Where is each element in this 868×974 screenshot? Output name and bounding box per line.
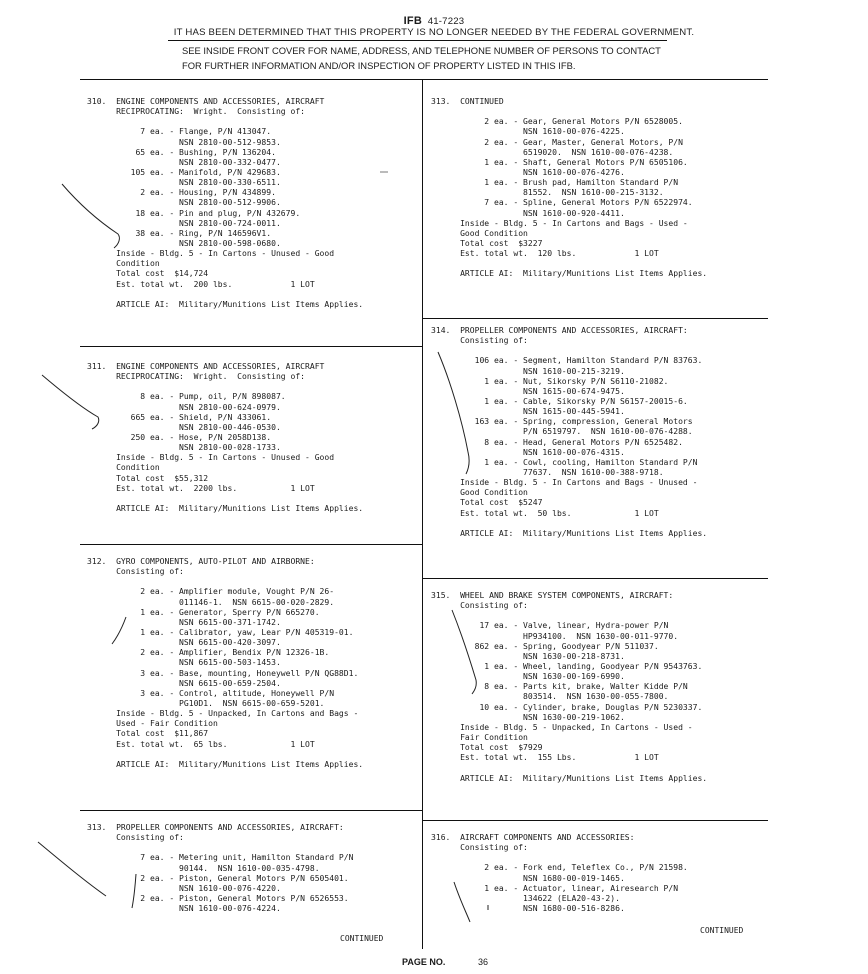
section-line: 315. WHEEL AND BRAKE SYSTEM COMPONENTS, AIRCRAFT: bbox=[431, 591, 674, 600]
section-line: 1 ea. - Actuator, linear, Airesearch P/N bbox=[431, 883, 679, 893]
section-line: ARTICLE AI: Military/Munitions List Items Applies. bbox=[431, 269, 708, 279]
section-line: 106 ea. - Segment, Hamilton Standard P/N 83763. bbox=[431, 356, 703, 366]
section-311 bbox=[87, 362, 363, 514]
section-line: NSN 2810-00-724-0011. bbox=[87, 218, 281, 228]
separator-312-313 bbox=[80, 810, 422, 811]
section-line: 1 ea. - Wheel, landing, Goodyear P/N 9543763. bbox=[431, 661, 703, 671]
separator-313-314 bbox=[422, 318, 768, 319]
header-notice: IT HAS BEEN DETERMINED THAT THIS PROPERTY IS NO LONGER NEEDED BY THE FEDERAL GOVERNMENT. bbox=[173, 27, 695, 38]
section-line: 17 ea. - Valve, linear, Hydra-power P/N bbox=[431, 621, 669, 631]
section-line: Total cost $14,724 bbox=[87, 269, 209, 279]
section-line: NSN 1610-00-076-4220. bbox=[87, 883, 281, 893]
section-line: Inside - Bldg. 5 - In Cartons and Bags - Unused - bbox=[431, 478, 698, 488]
section-line: NSN 1610-00-076-4276. bbox=[431, 167, 625, 177]
ifb-number: 41-7223 bbox=[427, 16, 465, 27]
section-line: Used - Fair Condition bbox=[87, 719, 218, 729]
section-line: 314. PROPELLER COMPONENTS AND ACCESSORIES, AIRCRAFT: bbox=[431, 326, 688, 335]
section-line: 2 ea. - Fork end, Teleflex Co., P/N 21598. bbox=[431, 863, 688, 873]
section-line: Condition bbox=[87, 259, 160, 269]
section-line: 2 ea. - Gear, General Motors P/N 6528005. bbox=[431, 117, 683, 127]
section-line bbox=[431, 107, 707, 117]
section-line: NSN 2810-00-028-1733. bbox=[87, 443, 281, 453]
section-line: 2 ea. - Amplifier module, Vought P/N 26- bbox=[87, 587, 335, 597]
section-line: Est. total wt. 200 lbs. 1 LOT bbox=[87, 279, 315, 289]
section-line: NSN 1610-00-076-4315. bbox=[431, 447, 625, 457]
section-line: Total cost $3227 bbox=[431, 238, 543, 248]
section-316 bbox=[431, 833, 688, 914]
section-line: Consisting of: bbox=[431, 843, 528, 853]
section-line: Condition bbox=[87, 463, 160, 473]
section-line: NSN 2810-00-512-9906. bbox=[87, 198, 281, 208]
section-line bbox=[87, 577, 363, 587]
section-line: Total cost $5247 bbox=[431, 498, 543, 508]
section-line: NSN 2810-00-512-9853. bbox=[87, 137, 281, 147]
continued-left: CONTINUED bbox=[340, 934, 384, 943]
section-line: 18 ea. - Pin and plug, P/N 432679. bbox=[87, 208, 301, 218]
section-line: Inside - Bldg. 5 - In Cartons and Bags - Used - bbox=[431, 218, 688, 228]
section-line: P/N 6519797. NSN 1610-00-076-4288. bbox=[431, 427, 693, 437]
section-line: Consisting of: bbox=[431, 336, 528, 346]
section-line: Est. total wt. 2200 lbs. 1 LOT bbox=[87, 483, 315, 493]
section-line: NSN 2810-00-598-0680. bbox=[87, 238, 281, 248]
section-line: 1 ea. - Nut, Sikorsky P/N S6110-21082. bbox=[431, 376, 669, 386]
section-line: 81552. NSN 1610-00-215-3132. bbox=[431, 188, 664, 198]
section-line: Inside - Bldg. 5 - Unpacked, In Cartons and Bags - bbox=[87, 709, 359, 719]
section-line: 310. ENGINE COMPONENTS AND ACCESSORIES, AIRCRAFT bbox=[87, 97, 325, 106]
section-line bbox=[431, 853, 688, 863]
section-line: 8 ea. - Pump, oil, P/N 898087. bbox=[87, 392, 286, 402]
section-line: 6519020. NSN 1610-00-076-4238. bbox=[431, 147, 674, 157]
section-313 bbox=[87, 823, 353, 914]
section-line bbox=[431, 259, 707, 269]
section-line: 313. CONTINUED bbox=[431, 97, 504, 106]
section-line: NSN 6615-00-659-2504. bbox=[87, 678, 281, 688]
section-line: ARTICLE AI: Military/Munitions List Items Applies. bbox=[431, 773, 708, 783]
section-line: 163 ea. - Spring, compression, General Motors bbox=[431, 417, 693, 427]
section-line: NSN 1610-00-215-3219. bbox=[431, 366, 625, 376]
section-line: Fair Condition bbox=[431, 732, 528, 742]
section-line: Inside - Bldg. 5 - Unpacked, In Cartons - Used - bbox=[431, 722, 693, 732]
section-line: Inside - Bldg. 5 - In Cartons - Unused - Good bbox=[87, 453, 335, 463]
section-line: Total cost $7929 bbox=[431, 743, 543, 753]
section-line: ARTICLE AI: Military/Munitions List Items Applies. bbox=[87, 759, 364, 769]
section-line: Consisting of: bbox=[87, 833, 184, 843]
contact-note-line2: FOR FURTHER INFORMATION AND/OR INSPECTION OF PROPERTY LISTED IN THIS IFB. bbox=[182, 59, 576, 71]
section-line: 665 ea. - Shield, P/N 433061. bbox=[87, 412, 272, 422]
section-line: 3 ea. - Base, mounting, Honeywell P/N QG88D1. bbox=[87, 668, 359, 678]
section-line: 316. AIRCRAFT COMPONENTS AND ACCESSORIES: bbox=[431, 833, 635, 842]
section-line: 7 ea. - Spline, General Motors P/N 6522974. bbox=[431, 198, 693, 208]
section-line: 1 ea. - Calibrator, yaw, Lear P/N 405319-01. bbox=[87, 627, 354, 637]
section-line bbox=[87, 494, 363, 504]
section-line bbox=[87, 382, 363, 392]
section-line: 77637. NSN 1610-00-388-9718. bbox=[431, 467, 664, 477]
section-line: NSN 1680-00-516-8286. bbox=[431, 903, 625, 913]
section-line: 250 ea. - Hose, P/N 2058D138. bbox=[87, 432, 272, 442]
contact-note-line1: SEE INSIDE FRONT COVER FOR NAME, ADDRESS, AND TELEPHONE NUMBER OF PERSONS TO CONTACT bbox=[182, 45, 661, 56]
section-line: ARTICLE AI: Military/Munitions List Items Applies. bbox=[87, 299, 364, 309]
section-310 bbox=[87, 97, 363, 310]
section-line: Inside - Bldg. 5 - In Cartons - Unused - Good bbox=[87, 249, 335, 259]
section-312 bbox=[87, 557, 363, 770]
section-line: 2 ea. - Amplifier, Bendix P/N 12326-1B. bbox=[87, 648, 330, 658]
section-line: ARTICLE AI: Military/Munitions List Items Applies. bbox=[431, 528, 708, 538]
section-line: Est. total wt. 65 lbs. 1 LOT bbox=[87, 739, 315, 749]
section-line bbox=[431, 763, 707, 773]
section-line: NSN 1610-00-920-4411. bbox=[431, 208, 625, 218]
section-line: 313. PROPELLER COMPONENTS AND ACCESSORIES, AIRCRAFT: bbox=[87, 823, 344, 832]
section-line bbox=[431, 346, 707, 356]
contact-note bbox=[182, 44, 661, 73]
section-line: 862 ea. - Spring, Goodyear P/N 511037. bbox=[431, 641, 659, 651]
section-line: NSN 1615-00-674-9475. bbox=[431, 386, 625, 396]
section-line: NSN 2810-00-624-0979. bbox=[87, 402, 281, 412]
section-line: PG10D1. NSN 6615-00-659-5201. bbox=[87, 698, 325, 708]
section-line: 1 ea. - Generator, Sperry P/N 665270. bbox=[87, 607, 320, 617]
separator-311-312 bbox=[80, 544, 422, 545]
section-line: 2 ea. - Housing, P/N 434899. bbox=[87, 188, 276, 198]
section-line: RECIPROCATING: Wright. Consisting of: bbox=[87, 372, 306, 382]
section-line: 2 ea. - Piston, General Motors P/N 6505401. bbox=[87, 873, 349, 883]
section-line: 1 ea. - Cowl, cooling, Hamilton Standard P/N bbox=[431, 457, 698, 467]
ifb-heading bbox=[0, 15, 868, 27]
section-line bbox=[87, 750, 363, 760]
section-line: 1 ea. - Shaft, General Motors P/N 6505106. bbox=[431, 157, 688, 167]
section-line: 134622 (ELA20-43-2). bbox=[431, 893, 620, 903]
section-line: NSN 6615-00-420-3097. bbox=[87, 638, 281, 648]
section-line: Total cost $11,867 bbox=[87, 729, 209, 739]
section-line: NSN 1615-00-445-5941. bbox=[431, 407, 625, 417]
section-line: NSN 2810-00-332-0477. bbox=[87, 157, 281, 167]
section-313-continued bbox=[431, 97, 707, 280]
separator-315-316 bbox=[422, 820, 768, 821]
section-line: Total cost $55,312 bbox=[87, 473, 209, 483]
separator-310-311 bbox=[80, 346, 422, 347]
section-line: 65 ea. - Bushing, P/N 136204. bbox=[87, 147, 276, 157]
section-line: NSN 1630-00-219-1062. bbox=[431, 712, 625, 722]
section-line: ARTICLE AI: Military/Munitions List Items Applies. bbox=[87, 503, 364, 513]
section-line bbox=[87, 290, 363, 300]
section-line: 2 ea. - Piston, General Motors P/N 6526553. bbox=[87, 893, 349, 903]
section-line: 1 ea. - Cable, Sikorsky P/N S6157-20015-6. bbox=[431, 396, 688, 406]
section-line bbox=[87, 843, 353, 853]
section-line: 803514. NSN 1630-00-055-7800. bbox=[431, 692, 669, 702]
section-line: 3 ea. - Control, altitude, Honeywell P/N bbox=[87, 688, 335, 698]
section-line: RECIPROCATING: Wright. Consisting of: bbox=[87, 107, 306, 117]
section-line: 2 ea. - Gear, Master, General Motors, P/N bbox=[431, 137, 683, 147]
section-line: 10 ea. - Cylinder, brake, Douglas P/N 5230337. bbox=[431, 702, 703, 712]
section-line bbox=[87, 117, 363, 127]
section-line: Consisting of: bbox=[431, 601, 528, 611]
section-line: 311. ENGINE COMPONENTS AND ACCESSORIES, AIRCRAFT bbox=[87, 362, 325, 371]
section-line: HP934100. NSN 1630-00-011-9770. bbox=[431, 631, 679, 641]
header-rule bbox=[168, 40, 667, 41]
section-line: 105 ea. - Manifold, P/N 429683. bbox=[87, 167, 281, 177]
ifb-label: IFB bbox=[403, 15, 422, 27]
listing-top-rule bbox=[80, 79, 768, 80]
section-line: Good Condition bbox=[431, 228, 528, 238]
section-line bbox=[431, 519, 707, 529]
section-line: 7 ea. - Metering unit, Hamilton Standard P/N bbox=[87, 853, 354, 863]
section-315 bbox=[431, 591, 707, 784]
section-line: NSN 2810-00-446-0530. bbox=[87, 422, 281, 432]
section-line: 011146-1. NSN 6615-00-020-2829. bbox=[87, 597, 335, 607]
section-line: 312. GYRO COMPONENTS, AUTO-PILOT AND AIRBORNE: bbox=[87, 557, 315, 566]
section-314 bbox=[431, 326, 707, 539]
section-line: NSN 6615-00-503-1453. bbox=[87, 658, 281, 668]
separator-314-315 bbox=[422, 578, 768, 579]
section-line: NSN 1680-00-019-1465. bbox=[431, 873, 625, 883]
section-line: NSN 1630-00-169-6990. bbox=[431, 672, 625, 682]
section-line: NSN 1610-00-076-4225. bbox=[431, 127, 625, 137]
page-number: 36 bbox=[478, 957, 489, 967]
section-line: Consisting of: bbox=[87, 567, 184, 577]
section-line: NSN 2810-00-330-6511. bbox=[87, 178, 281, 188]
section-line: 7 ea. - Flange, P/N 413047. bbox=[87, 127, 272, 137]
section-line: NSN 1630-00-218-8731. bbox=[431, 651, 625, 661]
section-line: Est. total wt. 50 lbs. 1 LOT bbox=[431, 508, 659, 518]
section-line: 38 ea. - Ring, P/N 146596V1. bbox=[87, 228, 272, 238]
page-number-label: PAGE NO. bbox=[402, 957, 446, 967]
section-line: 1 ea. - Brush pad, Hamilton Standard P/N bbox=[431, 178, 679, 188]
section-line: 8 ea. - Parts kit, brake, Walter Kidde P/N bbox=[431, 682, 688, 692]
section-line: Est. total wt. 155 Lbs. 1 LOT bbox=[431, 753, 659, 763]
section-line: NSN 6615-00-371-1742. bbox=[87, 617, 281, 627]
section-line bbox=[431, 611, 707, 621]
column-divider bbox=[422, 79, 423, 949]
section-line: 90144. NSN 1610-00-035-4798. bbox=[87, 863, 320, 873]
section-line: 8 ea. - Head, General Motors P/N 6525482. bbox=[431, 437, 683, 447]
section-line: Good Condition bbox=[431, 488, 528, 498]
continued-right: CONTINUED bbox=[700, 926, 744, 935]
section-line: NSN 1610-00-076-4224. bbox=[87, 904, 281, 914]
section-line: Est. total wt. 120 lbs. 1 LOT bbox=[431, 249, 659, 259]
